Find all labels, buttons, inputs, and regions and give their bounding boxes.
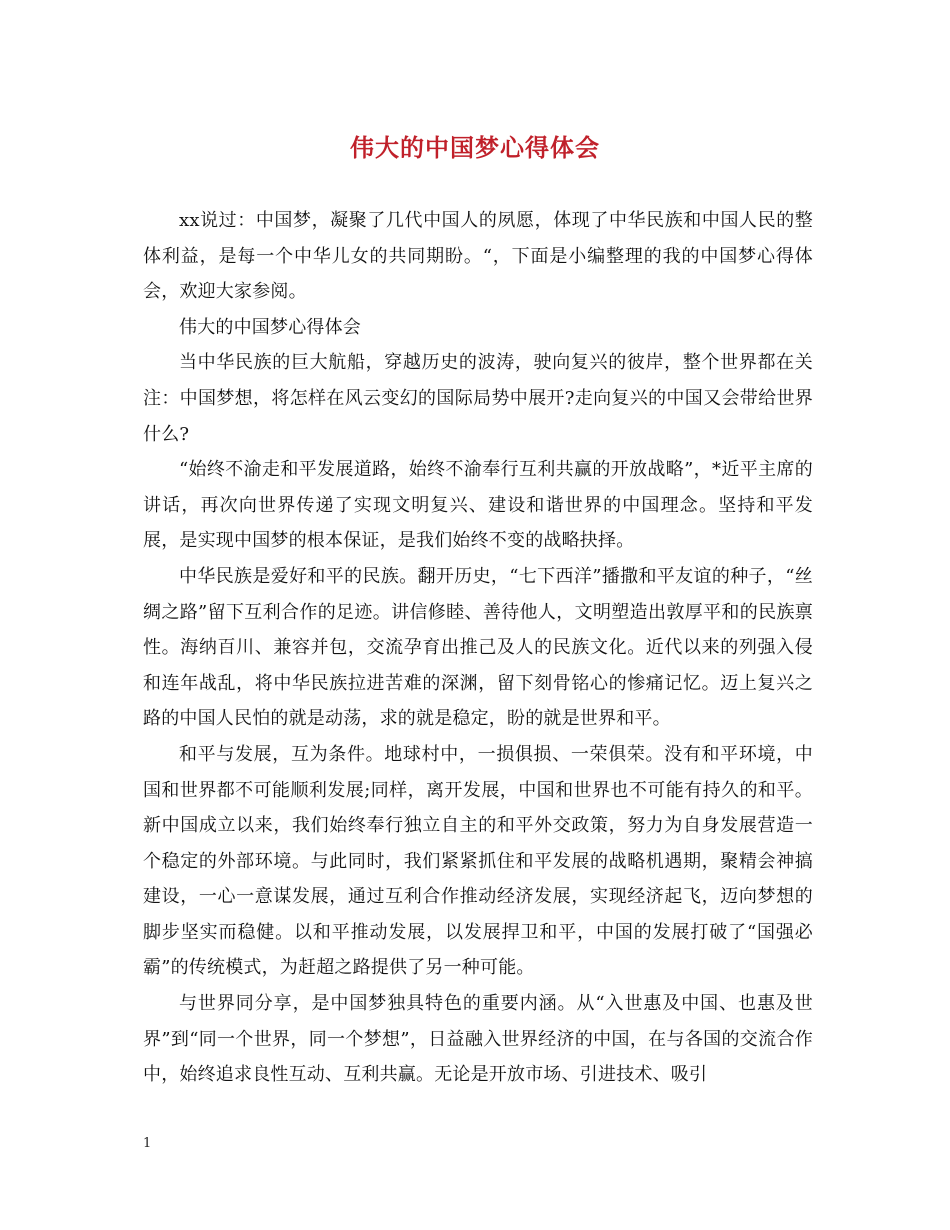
paragraph-sharing-with-world: 与世界同分享，是中国梦独具特色的重要内涵。从“入世惠及中国、也惠及世界”到“同一个世界，同一个梦想”，日益融入世界经济的中国，在与各国的交流合作中，始终追求良性互动、互利共赢。无论是开放市场、引进技术、吸引 (143, 993, 813, 1086)
paragraph-intro: xx说过：中国梦，凝聚了几代中国人的夙愿，体现了中华民族和中国人民的整体利益，是每一个中华儿女的共同期盼。“，下面是小编整理的我的中国梦心得体会，欢迎大家参阅。 (143, 210, 813, 303)
paragraph-peace-loving-nation: 中华民族是爱好和平的民族。翻开历史，“七下西洋”播撒和平友谊的种子，“丝绸之路”留下互利合作的足迹。讲信修睦、善待他人，文明塑造出敦厚平和的民族禀性。海纳百川、兼容并包，交流孕育出推己及人的民族文化。近代以来的列强入侵和连年战乱，将中华民族拉进苦难的深渊，留下刻骨铭心的惨痛记忆。迈上复兴之路的中国人民怕的就是动荡，求的就是稳定，盼的就是世界和平。 (143, 565, 813, 730)
document-body (143, 203, 813, 1093)
paragraph-peace-and-development: 和平与发展，互为条件。地球村中，一损俱损、一荣俱荣。没有和平环境，中国和世界都不可能顺利发展;同样，离开发展，中国和世界也不可能有持久的和平。新中国成立以来，我们始终奉行独立自主的和平外交政策，努力为自身发展营造一个稳定的外部环境。与此同时，我们紧紧抓住和平发展的战略机遇期，聚精会神搞建设，一心一意谋发展，通过互利合作推动经济发展，实现经济起飞，迈向梦想的脚步坚实而稳健。以和平推动发展，以发展捍卫和平，中国的发展打破了“国强必霸”的传统模式，为赶超之路提供了另一种可能。 (143, 743, 813, 979)
page-number: 1 (143, 1136, 152, 1151)
paragraph-peaceful-development: “始终不渝走和平发展道路，始终不渝奉行互利共赢的开放战略”，*近平主席的讲话，再次向世界传递了实现文明复兴、建设和谐世界的中国理念。坚持和平发展，是实现中国梦的根本保证，是我们始终不变的战略抉择。 (143, 459, 813, 552)
paragraph-subtitle: 伟大的中国梦心得体会 (179, 316, 361, 338)
paragraph-voyage: 当中华民族的巨大航船，穿越历史的波涛，驶向复兴的彼岸，整个世界都在关注：中国梦想，将怎样在风云变幻的国际局势中展开?走向复兴的中国又会带给世界什么? (143, 352, 813, 445)
document-title: 伟大的中国梦心得体会 (350, 133, 600, 162)
